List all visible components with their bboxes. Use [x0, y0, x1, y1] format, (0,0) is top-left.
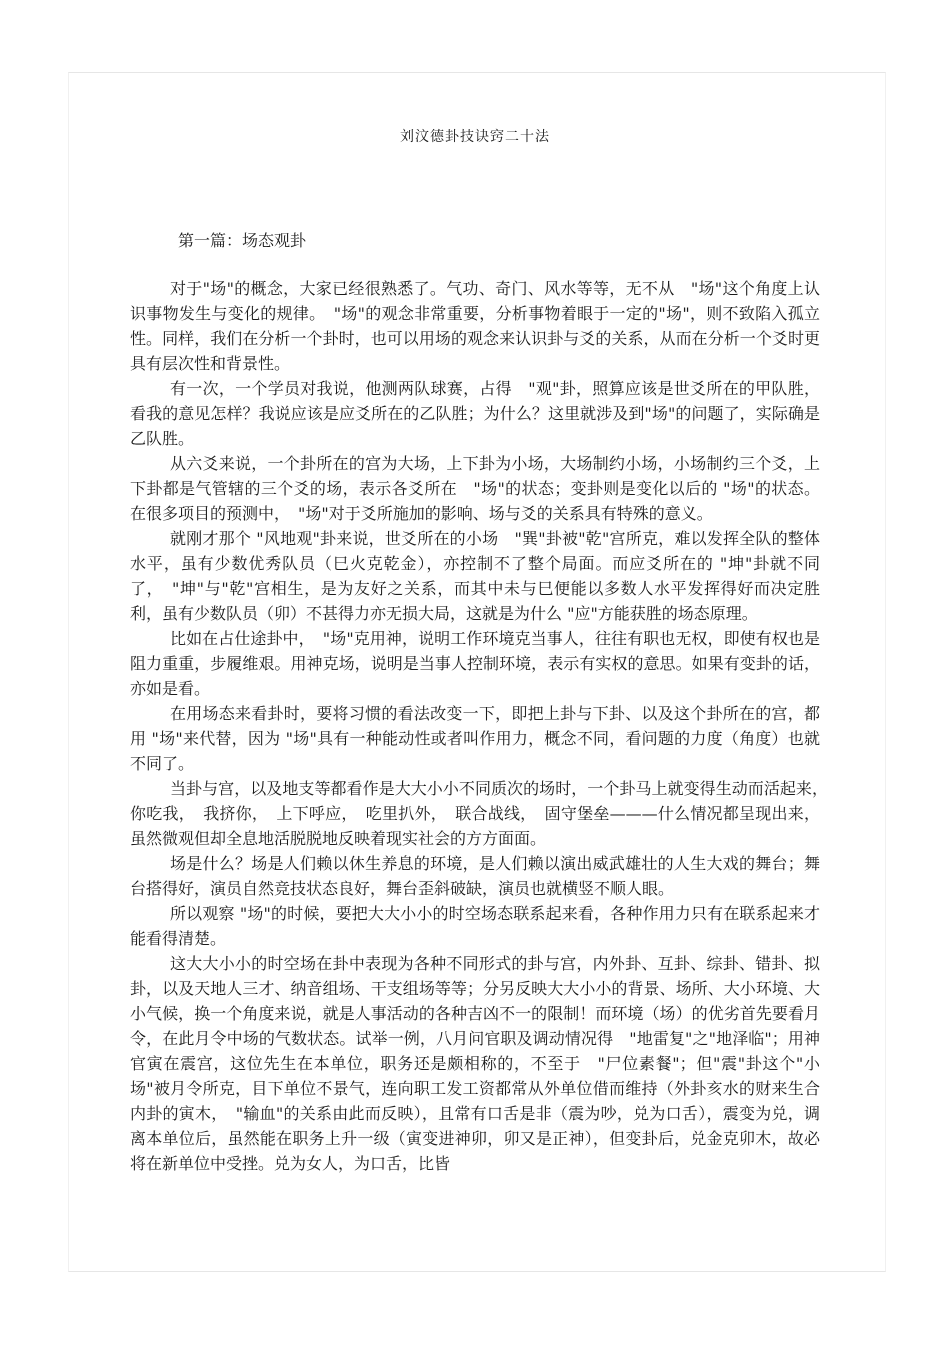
paragraph: 对于"场"的概念，大家已经很熟悉了。气功、奇门、风水等等，无不从 "场"这个角度上认识事物发生与变化的规律。 "场"的观念非常重要，分析事物着眼于一定的"场"，则不致陷入孤立性。同样，我们在分析一个卦时，也可以用场的观念来认识卦与爻的关系，从而在分析一个爻时更具有层次性和背景性。	[130, 279, 820, 373]
paragraph: 这大大小小的时空场在卦中表现为各种不同形式的卦与宫，内外卦、互卦、综卦、错卦、拟卦，以及天地人三才、纳音组场、干支组场等等；分另反映大大小小的背景、场所、大小环境、大小气候，换一个角度来说，就是人事活动的各种吉凶不一的限制！而环境（场）的优劣首先要看月令，在此月令中场的气数状态。试举一例，八月问官职及调动情况得 "地雷复"之"地泽临"；用神官寅在震宫，这位先生在本单位，职务还是颇相称的，不至于 "尸位素餐"；但"震"卦这个"小场"被月令所克，目下单位不景气，连向职工发工资都常从外单位借而维持（外卦亥水的财来生合内卦的寅木， "输血"的关系由此而反映），且常有口舌是非（震为吵，兑为口舌），震变为兑，调离本单位后，虽然能在职务上升一级（寅变进神卯，卯又是正神），但变卦后，兑金克卯木，故必将在新单位中受挫。兑为女人，为口舌，比皆	[130, 954, 820, 1173]
paragraph: 所以观察 "场"的时候，要把大大小小的时空场态联系起来看，各种作用力只有在联系起来才能看得清楚。	[130, 904, 820, 948]
section-heading: 第一篇：场态观卦	[178, 231, 307, 250]
paragraph: 有一次，一个学员对我说，他测两队球赛，占得 "观"卦，照算应该是世爻所在的甲队胜，看我的意见怎样？我说应该是应爻所在的乙队胜；为什么？这里就涉及到"场"的问题了，实际确是乙队胜。	[130, 379, 820, 448]
paragraph: 当卦与宫，以及地支等都看作是大大小小不同质次的场时，一个卦马上就变得生动而活起来， 你吃我， 我挤你， 上下呼应， 吃里扒外， 联合战线， 固守堡垒———什么情况都呈现出来，虽然微观但却全息地活脱脱地反映着现实社会的方方面面。	[130, 779, 837, 848]
paragraph: 场是什么？场是人们赖以休生养息的环境，是人们赖以演出威武雄壮的人生大戏的舞台；舞台搭得好，演员自然竞技状态良好，舞台歪斜破缺，演员也就横竖不顺人眼。	[130, 854, 820, 898]
body-text	[130, 276, 837, 1176]
document-title: 刘汶德卦技诀窍二十法	[400, 129, 550, 145]
paragraph: 就刚才那个 "风地观"卦来说，世爻所在的小场 "巽"卦被"乾"宫所克，难以发挥全队的整体水平，虽有少数优秀队员（巳火克乾金），亦控制不了整个局面。而应爻所在的 "坤"卦就不同了， "坤"与"乾"宫相生，是为友好之关系，而其中未与巳便能以多数人水平发挥得好而决定胜利，虽有少数队员（卯）不甚得力亦无损大局，这就是为什么 "应"方能获胜的场态原理。	[130, 529, 820, 623]
paragraph: 比如在占仕途卦中， "场"克用神，说明工作环境克当事人，往往有职也无权，即使有权也是阻力重重，步履维艰。用神克场，说明是当事人控制环境，表示有实权的意思。如果有变卦的话，亦如是看。	[130, 629, 820, 698]
paragraph: 在用场态来看卦时，要将习惯的看法改变一下，即把上卦与下卦、以及这个卦所在的宫，都用 "场"来代替，因为 "场"具有一种能动性或者叫作用力，概念不同，看问题的力度（角度）也就不同了。	[130, 704, 820, 773]
paragraph: 从六爻来说，一个卦所在的宫为大场，上下卦为小场，大场制约小场，小场制约三个爻，上下卦都是气管辖的三个爻的场，表示各爻所在 "场"的状态；变卦则是变化以后的 "场"的状态。在很多项目的预测中， "场"对于爻所施加的影响、场与爻的关系具有特殊的意义。	[130, 454, 820, 523]
